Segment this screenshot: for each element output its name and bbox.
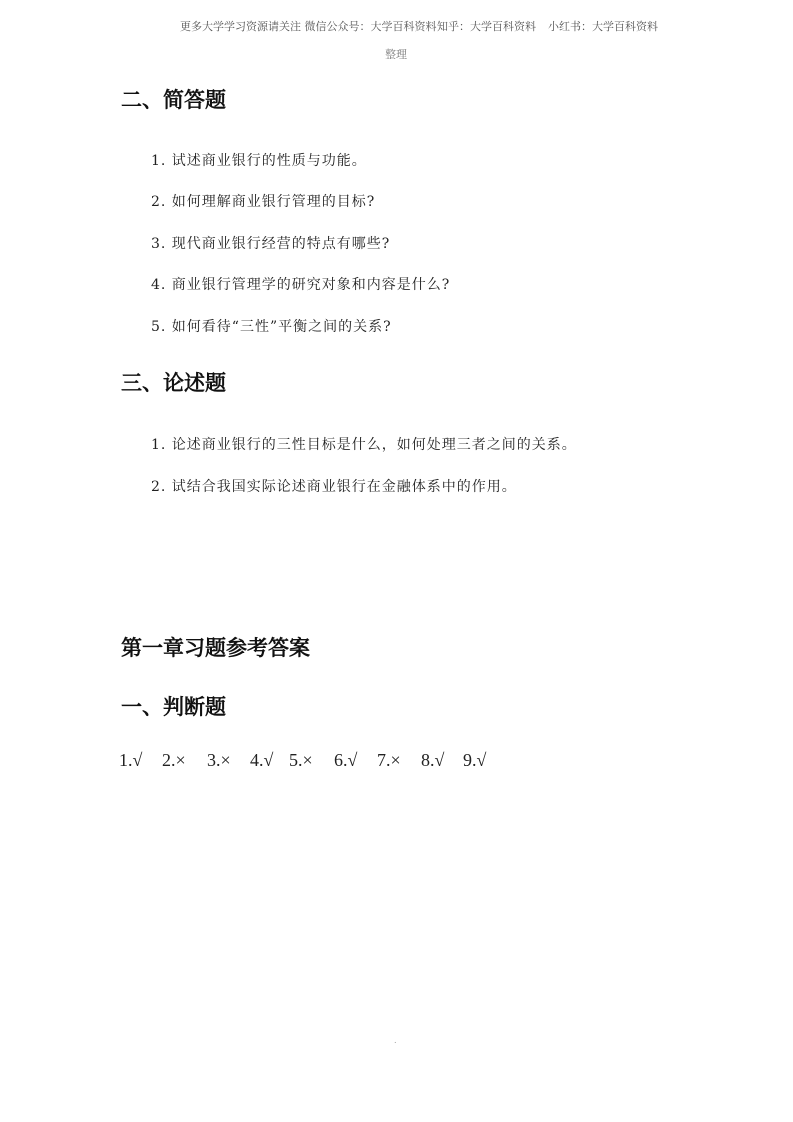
judgment-answer-8: 8.√ xyxy=(421,750,445,770)
short-answer-question-4: 4. 商业银行管理学的研究对象和内容是什么? xyxy=(151,277,451,293)
judgment-answer-4: 4.√ xyxy=(250,750,274,770)
judgment-answer-9: 9.√ xyxy=(463,750,487,770)
footer-mark: . xyxy=(394,1036,397,1045)
judgment-answer-1: 1.√ xyxy=(119,750,143,770)
section-title-short-answer: 二、简答题 xyxy=(121,88,226,112)
header-line2-text: 整理 xyxy=(385,48,407,61)
short-answer-question-5: 5. 如何看待“三性”平衡之间的关系? xyxy=(151,319,392,335)
judgment-answer-5: 5.× xyxy=(289,750,313,770)
judgment-answer-7: 7.× xyxy=(377,750,401,770)
judgment-answer-3: 3.× xyxy=(207,750,231,770)
section-title-judgment: 一、判断题 xyxy=(121,695,226,719)
page-header xyxy=(0,18,793,34)
header-zhihu-text: 知乎：大学百科资料 xyxy=(437,20,536,33)
header-xiaohongshu-text: 小红书：大学百科资料 xyxy=(548,20,658,33)
essay-question-2: 2. 试结合我国实际论述商业银行在金融体系中的作用。 xyxy=(151,479,517,495)
short-answer-question-1: 1. 试述商业银行的性质与功能。 xyxy=(151,153,367,169)
short-answer-question-2: 2. 如何理解商业银行管理的目标? xyxy=(151,194,376,210)
section-title-essay: 三、论述题 xyxy=(121,371,226,395)
judgment-answer-2: 2.× xyxy=(162,750,186,770)
short-answer-question-3: 3. 现代商业银行经营的特点有哪些? xyxy=(151,236,391,252)
essay-question-1: 1. 论述商业银行的三性目标是什么，如何处理三者之间的关系。 xyxy=(151,437,577,453)
header-wechat-text: 更多大学学习资源请关注 微信公众号：大学百科资料 xyxy=(180,20,437,33)
judgment-answer-6: 6.√ xyxy=(334,750,358,770)
chapter-answers-title: 第一章习题参考答案 xyxy=(121,636,310,660)
